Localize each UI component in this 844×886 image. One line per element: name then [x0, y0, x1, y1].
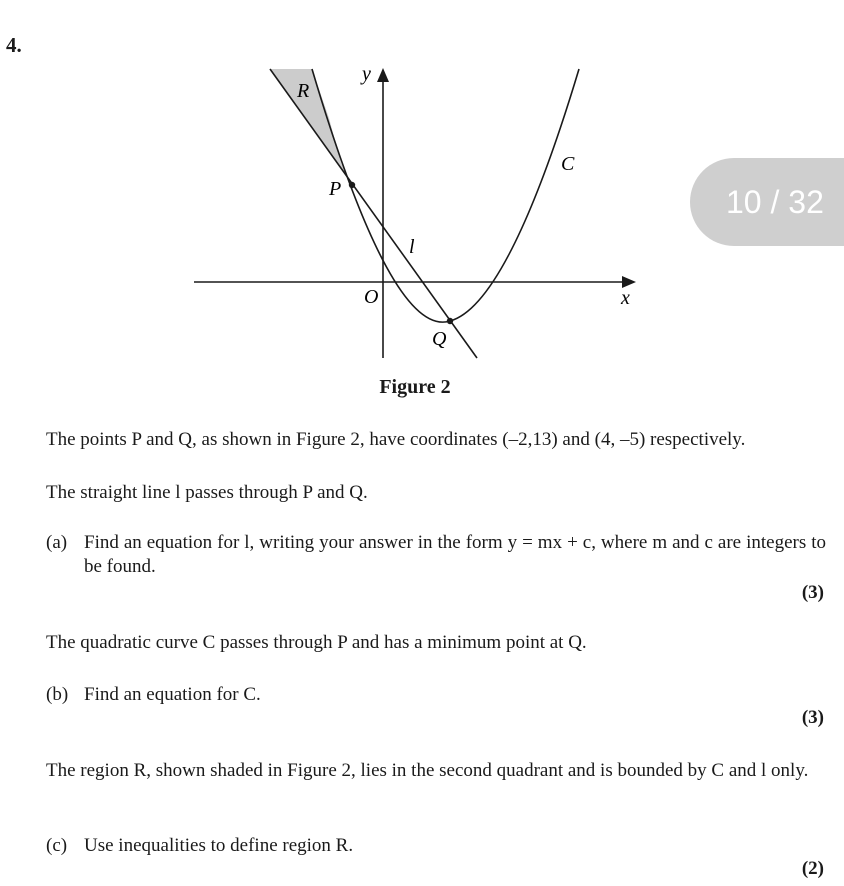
label-y-axis: y — [362, 63, 371, 85]
label-x-axis: x — [621, 287, 630, 309]
label-line-l: l — [409, 236, 415, 258]
label-curve-c: C — [561, 153, 575, 175]
part-b-text: Find an equation for C. — [84, 684, 261, 705]
page-indicator: 10 / 32 — [690, 158, 844, 246]
part-c-label: (c) — [46, 835, 68, 856]
label-region-r: R — [297, 80, 310, 102]
part-c — [46, 834, 826, 860]
label-point-p: P — [329, 178, 342, 200]
curve-c — [312, 69, 579, 322]
part-b-label: (b) — [46, 684, 69, 705]
part-b — [46, 683, 826, 709]
mid-text: The quadratic curve C passes through P and has a minimum point at Q. — [46, 632, 587, 653]
point-p-dot — [349, 182, 355, 188]
region-text: The region R, shown shaded in Figure 2, lies in the second quadrant and is bounded by C and l only. — [46, 760, 809, 781]
intro-text-2: The straight line l passes through P and Q. — [46, 482, 368, 503]
figure-caption: Figure 2 — [379, 376, 451, 398]
part-c-text: Use inequalities to define region R. — [84, 835, 354, 856]
intro-text-1: The points P and Q, as shown in Figure 2, have coordinates (–2,13) and (4, –5) respectively. — [46, 429, 746, 450]
part-a-text: Find an equation for l, writing your answer in the form y = mx + c, where m and c are integers to be found. — [84, 532, 826, 577]
part-a — [46, 531, 826, 581]
point-q-dot — [447, 318, 453, 324]
part-a-label: (a) — [46, 532, 68, 553]
label-origin: O — [364, 286, 379, 308]
part-b-marks: (3) — [801, 707, 824, 728]
y-axis-arrow-icon — [377, 68, 389, 82]
label-point-q: Q — [432, 328, 447, 350]
part-c-marks: (2) — [801, 858, 824, 879]
part-a-marks: (3) — [801, 582, 824, 603]
line-l — [270, 69, 477, 358]
question-number: 4. — [6, 33, 22, 57]
